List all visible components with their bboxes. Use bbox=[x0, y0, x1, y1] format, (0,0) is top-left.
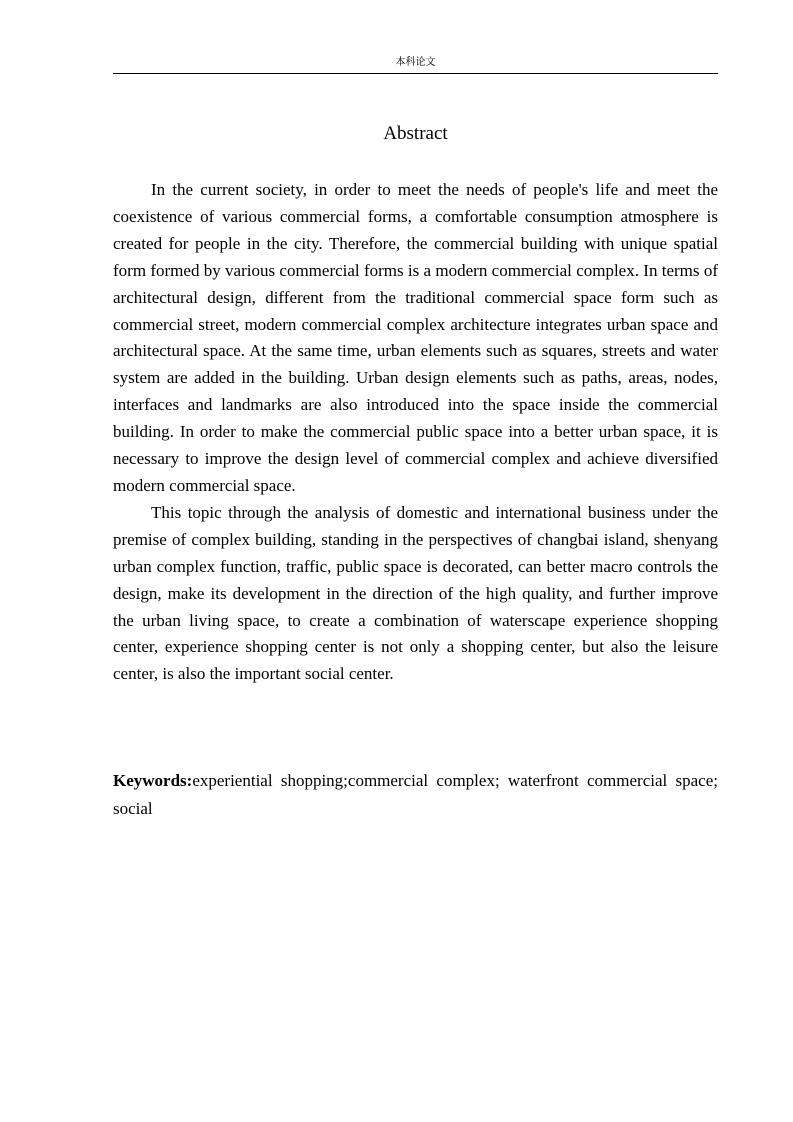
abstract-paragraph-1: In the current society, in order to meet the needs of people's life and meet the coexistence of various commercial forms, a comfortable consumption atmosphere is created for people in the city. Therefore, the commercial building with unique spatial form formed by various commercial forms is a modern commercial complex. In terms of architectural design, different from the traditional commercial space form such as commercial street, modern commercial complex architecture integrates urban space and architectural space. At the same time, urban elements such as squares, streets and water system are added in the building. Urban design elements such as paths, areas, nodes, interfaces and landmarks are also introduced into the space inside the commercial building. In order to make the commercial public space into a better urban space, it is necessary to improve the design level of commercial complex and achieve diversified modern commercial space. bbox=[113, 180, 718, 495]
abstract-body bbox=[113, 177, 718, 688]
abstract-paragraph-2: This topic through the analysis of domestic and international business under the premise of complex building, standing in the perspectives of changbai island, shenyang urban complex function, traffic, public space is decorated, can better macro controls the design, make its development in the direction of the high quality, and further improve the urban living space, to create a combination of waterscape experience shopping center, experience shopping center is not only a shopping center, but also the leisure center, is also the important social center. bbox=[113, 502, 718, 684]
keywords-label: Keywords: bbox=[113, 771, 193, 790]
keywords-text: experiential shopping;commercial complex; waterfront commercial space; social bbox=[113, 771, 718, 818]
keywords-line bbox=[113, 767, 718, 823]
header-divider bbox=[113, 73, 718, 74]
abstract-title: Abstract bbox=[383, 123, 448, 144]
running-header: 本科论文 bbox=[395, 57, 436, 68]
